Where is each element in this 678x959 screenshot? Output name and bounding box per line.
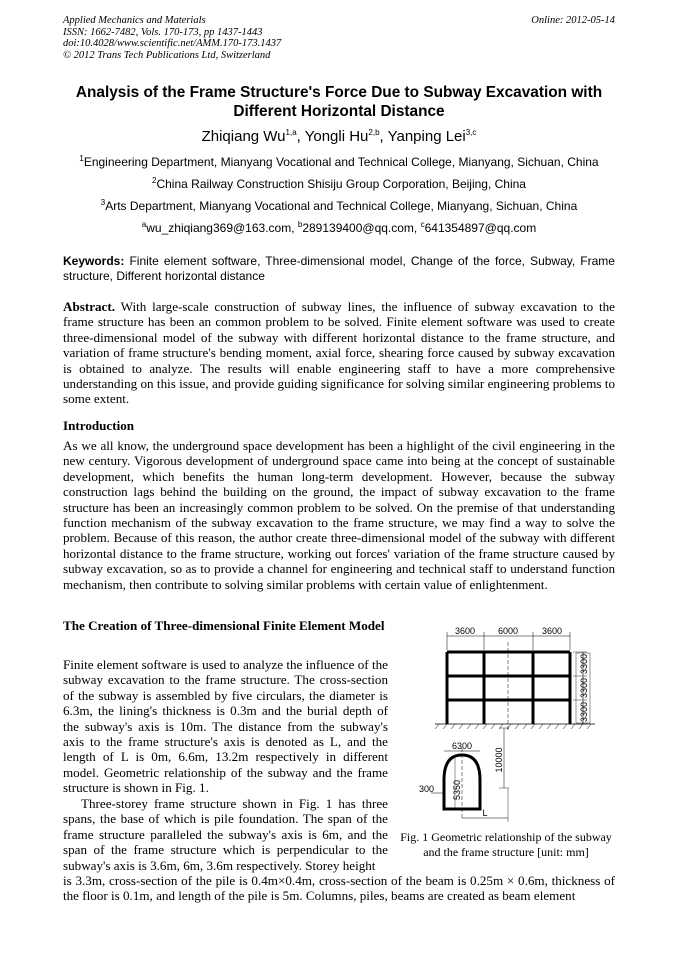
introduction-heading: Introduction [63, 418, 135, 433]
affiliation-1: $^1$Engineering Department, Mianyang Vocational and Technical College, Mianyang, Sichuan, China [79, 154, 599, 169]
issn: ISSN: 1662-7482, Vols. 170-173, pp 1437-1443 [63, 26, 263, 38]
ground-hatch [435, 724, 591, 729]
emails: $^a$wu_zhiqiang369@163.com, $^b$289139400@qq.com, $^c$641354897@qq.com [141, 220, 537, 235]
doi: doi:10.4028/www.scientific.net/AMM.170-173.1437 [63, 38, 282, 49]
creation-para-2-continued: is 3.3m, cross-section of the pile is 0.4m×0.4m, cross-section of the beam is 0.25m × 0.6m, thickness of the floor is 0.1m, and length of the pile is 5m. Columns, piles, beams are created as beam element [63, 873, 615, 904]
author: Yanping Lei$^{3,c}$ [387, 128, 477, 145]
creation-para-2: Three-storey frame structure shown in Fig. 1 has three spans, the base of which is pile foundation. The span of the frame structure paralleled the subway's axis is 6m, and the span of the frame structure which is perpendicular to the subway's axis is 3.6m, 6m, 3.6m respectively. Storey height [63, 796, 388, 873]
figure-1-diagram [395, 620, 625, 825]
dim-right-2: 3300 [579, 677, 589, 699]
author: Yongli Hu$^{2,b}$, [304, 128, 388, 145]
title-line-2: Different Horizontal Distance [233, 102, 445, 120]
author: Zhiqiang Wu$^{1,a}$, [201, 128, 305, 145]
paper-title [55, 84, 623, 121]
affiliation-2: $^2$China Railway Construction Shisiju Group Corporation, Beijing, China [152, 176, 526, 191]
figure-caption: Fig. 1 Geometric relationship of the subway and the frame structure [unit: mm] [400, 830, 612, 859]
lining-label: 300 [419, 784, 435, 794]
tunnel-height-label: 5350 [452, 779, 462, 801]
copyright: © 2012 Trans Tech Publications Ltd, Switzerland [63, 49, 271, 61]
keywords [63, 254, 615, 284]
authors [63, 128, 615, 145]
dim-right-3: 3300 [579, 701, 589, 723]
journal-name: Applied Mechanics and Materials [63, 15, 206, 26]
tunnel-width-label: 6300 [451, 741, 473, 751]
journal-info [63, 15, 281, 61]
distance-label: L [482, 808, 488, 818]
online-date: Online: 2012-05-14 [531, 15, 615, 26]
abstract-label: Abstract. [63, 299, 115, 314]
depth-label: 10000 [494, 747, 504, 773]
abstract-text: With large-scale construction of subway lines, the influence of subway excavation to the frame structure has been an common problem to be solved. Finite element software was used to create three-dimensional model of the subway with different horizontal distance to the frame structure, and variation of frame structure's bending moment, axial force, shearing force caused by subway excavation is obtained to analyze. The results will enable engineering staff to have a more comprehensive understanding on this issue, and provide guiding significance for solving similar engineering problems to some extent. [63, 299, 615, 407]
keywords-text: Finite element software, Three-dimensional model, Change of the force, Subway, Frame structure, Different horizontal distance [63, 254, 615, 283]
dim-top-3: 3600 [541, 626, 563, 636]
dim-right-1: 3300 [579, 653, 589, 675]
frame-structure [447, 652, 570, 724]
introduction-text: As we all know, the underground space development has been a highlight of the civil engineering in the new century. Vigorous development of underground space came into being at the concept of sustainable development, which benefits the human long-term development. However, because the subway construction lags behind the building on the ground, the impact of subway excavation to the frame structure has been an increasingly common problem to be solved. On the premise of that understanding function mechanism of the subway excavation to the frame structure, we may find a way to solve the problem. Because of this reason, the author create three-dimensional model of the subway with different horizontal distance to the frame structure, working out forces' variation of the frame structure caused by subway excavation, so as to provide a channel for engineering and technical staff to understand function mechanism, then contribute to solving similar problems with certain value of enlightenment. [63, 438, 615, 592]
creation-heading: The Creation of Three-dimensional Finite Element Model [63, 618, 385, 633]
title-line-1: Analysis of the Frame Structure's Force Due to Subway Excavation with [75, 84, 603, 101]
keywords-label: Keywords: [63, 254, 125, 268]
creation-para-1: Finite element software is used to analyze the influence of the subway excavation to the frame structure. The cross-section of the subway is assembled by five circulars, the diameter is 6.3m, the lining's thickness is 0.3m and the burial depth of the subway's axis is 10m. The distance from the subway's axis to the frame structure's axis is denoted as L, and the length of L is 0m, 6.6m, 13.2m respectively in different model. Geometric relationship of the subway and the frame structure is shown in Fig. 1. [63, 657, 388, 796]
affiliation-3: $^3$Arts Department, Mianyang Vocational and Technical College, Mianyang, Sichuan, China [100, 198, 578, 213]
dim-top-2: 6000 [497, 626, 519, 636]
dim-top-1: 3600 [454, 626, 476, 636]
abstract [63, 299, 615, 407]
